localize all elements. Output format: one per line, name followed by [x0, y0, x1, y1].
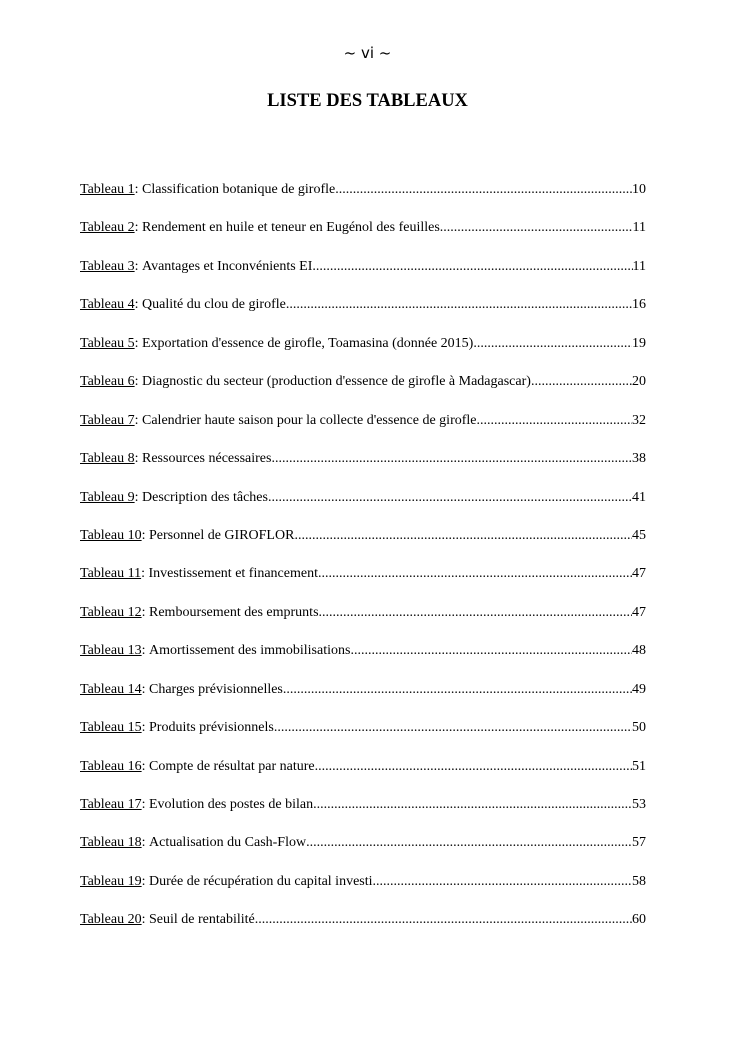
entry-separator: :	[134, 220, 142, 236]
toc-entry[interactable]	[80, 180, 646, 218]
toc-entry[interactable]	[80, 449, 646, 487]
toc-entry[interactable]	[80, 334, 646, 372]
table-reference-link[interactable]: Tableau 13	[80, 643, 142, 659]
toc-entry[interactable]	[80, 372, 646, 410]
toc-entry[interactable]	[80, 910, 646, 948]
toc-entry[interactable]	[80, 218, 646, 256]
table-caption: Produits prévisionnels	[149, 720, 274, 736]
page-reference: 50	[632, 720, 646, 736]
dot-leader	[286, 295, 632, 315]
dot-leader	[294, 526, 632, 546]
page-reference: 41	[632, 489, 646, 505]
dot-leader	[373, 872, 632, 892]
table-reference-link[interactable]: Tableau 7	[80, 412, 135, 428]
page-reference: 57	[632, 835, 646, 851]
entry-separator: :	[141, 604, 149, 620]
table-reference-link[interactable]: Tableau 16	[80, 758, 142, 774]
toc-entry[interactable]	[80, 411, 646, 449]
entry-separator: :	[134, 258, 142, 274]
page-reference: 49	[632, 681, 646, 697]
entry-separator: :	[141, 527, 149, 543]
table-reference-link[interactable]: Tableau 20	[80, 912, 142, 928]
table-reference-link[interactable]: Tableau 10	[80, 527, 142, 543]
toc-entry[interactable]	[80, 680, 646, 718]
table-caption: Description des tâches	[142, 489, 268, 505]
toc-entry[interactable]	[80, 295, 646, 333]
dot-leader	[318, 564, 632, 584]
page-reference: 16	[632, 297, 646, 313]
page-reference: 11	[632, 220, 646, 236]
table-caption: Remboursement des emprunts	[149, 604, 319, 620]
table-reference-link[interactable]: Tableau 12	[80, 604, 142, 620]
table-caption: Personnel de GIROFLOR	[149, 527, 295, 543]
dot-leader	[477, 411, 633, 431]
table-caption: Durée de récupération du capital investi	[149, 873, 373, 889]
dot-leader	[350, 641, 632, 661]
toc-entry[interactable]	[80, 564, 646, 602]
table-reference-link[interactable]: Tableau 15	[80, 720, 142, 736]
table-caption: Investissement et financement	[148, 566, 318, 582]
entry-separator: :	[134, 374, 142, 390]
entry-separator: :	[141, 835, 149, 851]
entry-separator: :	[141, 720, 149, 736]
table-reference-link[interactable]: Tableau 19	[80, 873, 142, 889]
dot-leader	[313, 795, 632, 815]
page-reference: 60	[632, 912, 646, 928]
entry-separator: :	[134, 335, 142, 351]
toc-entry[interactable]	[80, 603, 646, 641]
page-reference: 19	[632, 335, 646, 351]
page-reference: 58	[632, 873, 646, 889]
table-caption: Exportation d'essence de girofle, Toamasina (donnée 2015)	[142, 335, 474, 351]
page-number: ~ vi ~	[343, 44, 392, 62]
toc-entry[interactable]	[80, 718, 646, 756]
table-caption: Ressources nécessaires	[142, 451, 272, 467]
dot-leader	[319, 603, 632, 623]
table-reference-link[interactable]: Tableau 8	[80, 451, 135, 467]
entry-separator: :	[141, 681, 149, 697]
table-reference-link[interactable]: Tableau 14	[80, 681, 142, 697]
toc-entry[interactable]	[80, 526, 646, 564]
table-reference-link[interactable]: Tableau 2	[80, 220, 135, 236]
dot-leader	[283, 680, 632, 700]
entry-separator: :	[134, 182, 142, 197]
page-reference: 10	[632, 182, 646, 197]
table-caption: Amortissement des immobilisations	[149, 643, 351, 659]
toc-entry[interactable]	[80, 641, 646, 679]
table-caption: Evolution des postes de bilan	[149, 797, 314, 812]
page-title: LISTE DES TABLEAUX	[267, 91, 468, 111]
page-reference: 38	[632, 451, 646, 467]
dot-leader	[268, 488, 632, 508]
table-caption: Qualité du clou de girofle	[142, 297, 286, 313]
entry-separator: :	[134, 412, 142, 428]
table-reference-link[interactable]: Tableau 4	[80, 297, 135, 313]
table-caption: Charges prévisionnelles	[149, 681, 283, 697]
entry-separator: :	[141, 566, 149, 582]
page-reference: 11	[632, 258, 646, 274]
page-reference: 45	[632, 527, 646, 543]
dot-leader	[274, 718, 632, 738]
page-reference: 47	[632, 566, 646, 582]
toc-entry[interactable]	[80, 833, 646, 871]
toc-entry[interactable]	[80, 872, 646, 910]
table-caption: Calendrier haute saison pour la collecte d'essence de girofle	[142, 412, 477, 428]
dot-leader	[271, 449, 632, 469]
table-caption: Actualisation du Cash-Flow	[149, 835, 307, 851]
table-caption: Diagnostic du secteur (production d'essence de girofle à Madagascar)	[142, 374, 531, 390]
toc-entry[interactable]	[80, 257, 646, 295]
table-reference-link[interactable]: Tableau 18	[80, 835, 142, 851]
table-reference-link[interactable]: Tableau 17	[80, 797, 142, 812]
dot-leader	[531, 372, 632, 392]
page-reference: 20	[632, 374, 646, 390]
table-reference-link[interactable]: Tableau 1	[80, 182, 135, 197]
page-reference: 51	[632, 758, 646, 774]
table-caption: Rendement en huile et teneur en Eugénol des feuilles	[142, 220, 440, 236]
entry-separator: :	[134, 451, 142, 467]
dot-leader	[312, 257, 632, 277]
table-list	[80, 180, 646, 949]
page-reference: 47	[632, 604, 646, 620]
toc-entry[interactable]	[80, 488, 646, 526]
entry-separator: :	[141, 873, 149, 889]
dot-leader	[315, 757, 632, 777]
table-caption: Seuil de rentabilité	[149, 912, 255, 928]
dot-leader	[255, 910, 632, 930]
table-reference-link[interactable]: Tableau 3	[80, 258, 135, 274]
table-reference-link[interactable]: Tableau 5	[80, 335, 135, 351]
toc-entry[interactable]	[80, 795, 646, 833]
table-reference-link[interactable]: Tableau 11	[80, 566, 142, 582]
table-caption: Compte de résultat par nature	[149, 758, 315, 774]
dot-leader	[335, 180, 632, 200]
page-reference: 48	[632, 643, 646, 659]
entry-separator: :	[141, 758, 149, 774]
entry-separator: :	[134, 489, 142, 505]
toc-entry[interactable]	[80, 757, 646, 795]
dot-leader	[440, 218, 633, 238]
table-caption: Avantages et Inconvénients EI	[142, 258, 313, 274]
table-reference-link[interactable]: Tableau 6	[80, 374, 135, 390]
page-reference: 53	[632, 797, 646, 812]
dot-leader	[473, 334, 632, 354]
dot-leader	[306, 833, 632, 853]
entry-separator: :	[141, 912, 149, 928]
table-reference-link[interactable]: Tableau 9	[80, 489, 135, 505]
entry-separator: :	[141, 643, 149, 659]
table-caption: Classification botanique de girofle	[142, 182, 336, 197]
page-reference: 32	[632, 412, 646, 428]
entry-separator: :	[134, 297, 142, 313]
entry-separator: :	[141, 797, 149, 812]
